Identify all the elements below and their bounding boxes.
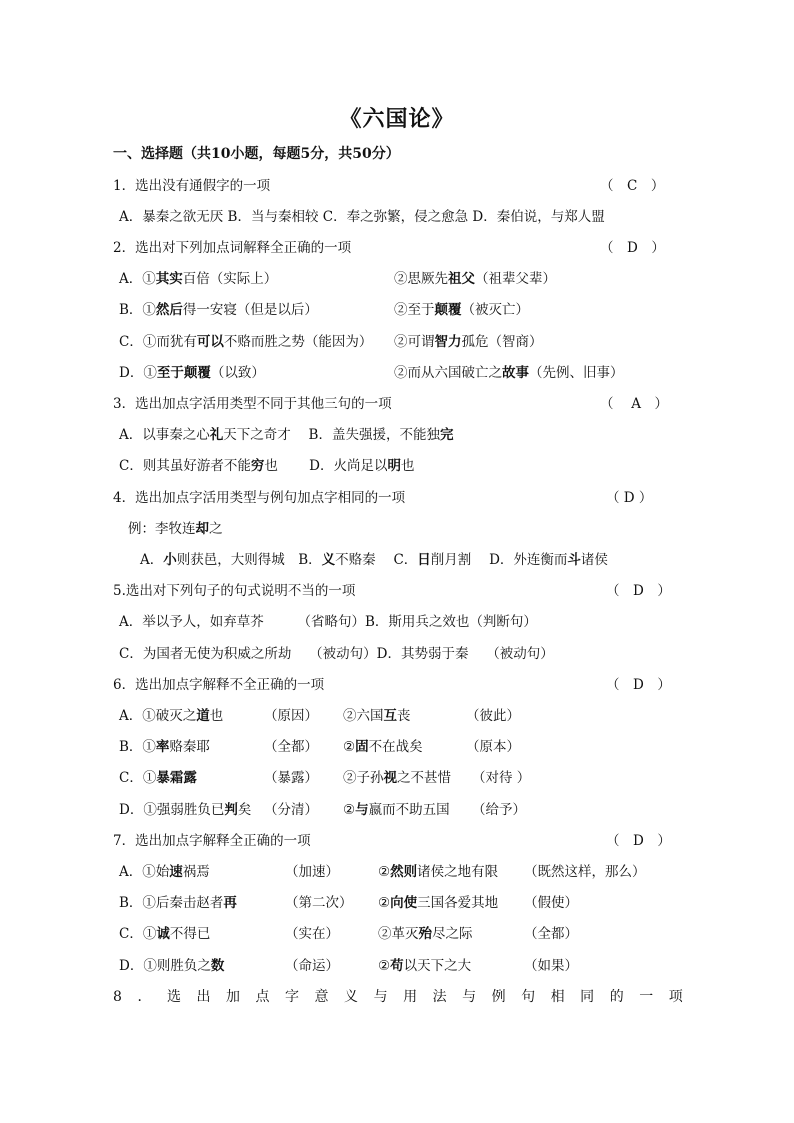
q8-char: 一: [639, 989, 654, 1005]
question-1-options: A．暴秦之欲无厌 B．当与秦相较 C．奉之弥繁，侵之愈急 D．秦伯说，与郑人盟: [119, 209, 605, 225]
q8-char: 选: [166, 989, 181, 1005]
q7-option-b-2: ②向使三国各爱其地: [378, 895, 499, 911]
q8-char: 出: [196, 989, 211, 1005]
q2-option-b-left: B．①然后得一安寝（但是以后）: [119, 302, 318, 318]
q6-option-a-2-gloss: （彼此）: [466, 708, 520, 724]
q8-char: 意: [314, 989, 329, 1005]
q6-option-a-1-gloss: （原因）: [264, 708, 318, 724]
q2-option-c-left: C．①而犹有可以不赂而胜之势（能因为）: [119, 334, 373, 350]
q8-char: 用: [403, 989, 418, 1005]
question-2-stem: 2．选出对下列加点词解释全正确的一项: [113, 240, 352, 256]
q8-char: ．: [137, 989, 152, 1005]
question-5-stem: 5.选出对下列句子的句式说明不当的一项: [113, 583, 356, 599]
q8-char: 句: [521, 989, 536, 1005]
question-8-stem: [113, 988, 683, 1006]
q8-char: 点: [255, 989, 270, 1005]
q6-option-d-2: ②与嬴而不助五国: [343, 802, 450, 818]
q2-option-a-left: A．①其实百倍（实际上）: [119, 271, 278, 287]
q8-char: 例: [491, 989, 506, 1005]
q8-char: 与: [373, 989, 388, 1005]
q8-char: 8: [113, 989, 122, 1005]
q8-char: 项: [668, 989, 683, 1005]
page-title: 《六国论》: [339, 106, 455, 132]
q7-option-d-1: D．①则胜负之数: [119, 958, 225, 974]
q2-option-c-right: ②可谓智力孤危（智商）: [394, 334, 543, 350]
question-1-stem: 1．选出没有通假字的一项: [113, 178, 271, 194]
question-7-stem: 7．选出加点字解释全正确的一项: [113, 833, 311, 849]
q6-option-c-1: C．①暴霜露: [119, 770, 197, 786]
q8-char: 加: [225, 989, 240, 1005]
q5-options-ab: A．举以予人，如弃草芥 （省略句）B．斯用兵之效也（判断句）: [119, 614, 537, 630]
q7-option-c-2: ②革灭殆尽之际: [378, 926, 473, 942]
question-3-answer: （ A ）: [600, 396, 669, 412]
q2-option-a-right: ②思厥先祖父（祖辈父辈）: [394, 271, 556, 287]
q8-char: 义: [344, 989, 359, 1005]
question-5-answer: （ D ）: [606, 583, 671, 599]
q6-option-b-1: B．①率赂秦耶: [119, 739, 210, 755]
question-6-stem: 6．选出加点字解释不全正确的一项: [113, 677, 325, 693]
q7-option-d-2: ②苟以天下之大: [378, 958, 472, 974]
q7-option-c-1-gloss: （实在）: [285, 926, 339, 942]
q8-char: 法: [432, 989, 447, 1005]
q6-option-c-2-gloss: （对待 ）: [472, 770, 531, 786]
q6-option-d-1-gloss: （分清）: [264, 802, 318, 818]
q6-option-c-1-gloss: （暴露）: [264, 770, 318, 786]
q6-option-b-1-gloss: （全都）: [264, 739, 318, 755]
q8-char: 相: [550, 989, 565, 1005]
question-2-answer: （ D ）: [600, 240, 665, 256]
q6-option-d-2-gloss: （给予）: [472, 802, 526, 818]
question-4-stem: 4．选出加点字活用类型与例句加点字相同的一项: [113, 490, 406, 506]
q2-option-b-right: ②至于颠覆（被灭亡）: [394, 302, 529, 318]
q8-char: 的: [609, 989, 624, 1005]
q4-example: 例：李牧连却之: [128, 521, 223, 537]
q3-options-cd: C．则其虽好游者不能穷也 D．火尚足以明也: [119, 458, 415, 474]
section-heading: 一、选择题（共10小题，每题5分，共50分）: [113, 146, 400, 162]
q6-option-b-2-gloss: （原本）: [466, 739, 520, 755]
q6-option-c-2: ②子孙视之不甚惜: [343, 770, 451, 786]
q7-option-c-1: C．①诚不得已: [119, 926, 211, 942]
q6-option-a-1: A．①破灭之道也: [119, 708, 224, 724]
question-1-answer: （ C ）: [600, 178, 665, 194]
q7-option-a-1: A．①始速祸焉: [119, 864, 210, 880]
q7-option-b-1: B．①后秦击赵者再: [119, 895, 237, 911]
q7-option-d-1-gloss: （命运）: [285, 958, 339, 974]
q8-char: 同: [580, 989, 595, 1005]
q7-option-c-2-gloss: （全都）: [524, 926, 578, 942]
question-4-answer: （ D ）: [606, 490, 653, 506]
q7-option-b-2-gloss: （假使）: [524, 895, 578, 911]
q2-option-d-right: ②而从六国破亡之故事（先例、旧事）: [394, 365, 624, 381]
question-6-answer: （ D ）: [606, 677, 671, 693]
q5-options-cd: C．为国者无使为积威之所劫 （被动句）D．其势弱于秦 （被动句）: [119, 646, 554, 662]
q6-option-b-2: ②固不在战矣: [343, 739, 423, 755]
q6-option-a-2: ②六国互丧: [343, 708, 411, 724]
q8-char: 与: [462, 989, 477, 1005]
q4-options: A．小则获邑，大则得城 B．义不赂秦 C．日削月割 D．外连衡而斗诸侯: [140, 552, 608, 568]
q7-option-a-2-gloss: （既然这样，那么）: [524, 864, 646, 880]
q8-char: 字: [285, 989, 300, 1005]
q2-option-d-left: D．①至于颠覆（以致）: [119, 365, 265, 381]
q7-option-a-1-gloss: （加速）: [285, 864, 339, 880]
q7-option-b-1-gloss: （第二次）: [285, 895, 353, 911]
question-3-stem: 3．选出加点字活用类型不同于其他三句的一项: [113, 396, 392, 412]
q3-options-ab: A．以事秦之心礼天下之奇才 B．盖失强援，不能独完: [119, 427, 454, 443]
q7-option-d-2-gloss: （如果）: [524, 958, 578, 974]
q6-option-d-1: D．①强弱胜负已判矣: [119, 802, 252, 818]
question-7-answer: （ D ）: [606, 833, 671, 849]
q7-option-a-2: ②然则诸侯之地有限: [378, 864, 499, 880]
